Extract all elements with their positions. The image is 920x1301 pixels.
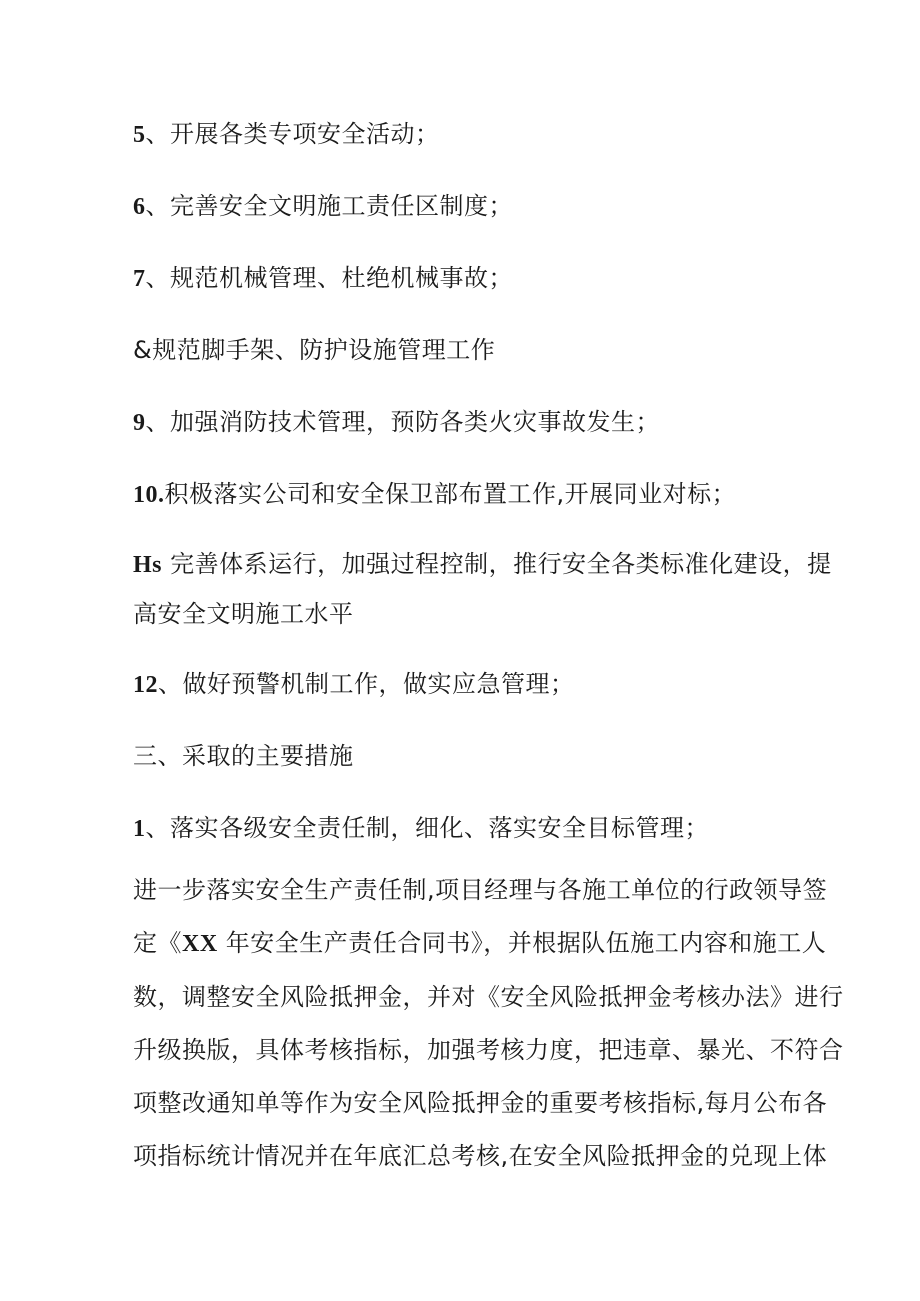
- item-text: 积极落实公司和安全保卫部布置工作,开展同业对标；: [164, 480, 737, 508]
- item-text: 完善体系运行，加强过程控制，推行安全各类标准化建设，提: [162, 550, 832, 578]
- list-item-6: [133, 188, 513, 225]
- list-item-10: [133, 476, 736, 513]
- paragraph-year-placeholder: XX: [182, 931, 218, 957]
- paragraph-line: 进一步落实安全生产责任制,项目经理与各施工单位的行政领导签: [133, 876, 828, 904]
- list-item-9: [133, 404, 660, 441]
- item-number: 5: [133, 122, 146, 148]
- paragraph-line: 升级换版，具体考核指标，加强考核力度，把违章、暴光、不符合: [133, 1036, 844, 1064]
- item-number: 7: [133, 266, 146, 292]
- item-text: 、落实各级安全责任制，细化、落实安全目标管理；: [145, 814, 709, 842]
- paragraph-line: 项整改通知单等作为安全风险抵押金的重要考核指标,每月公布各: [133, 1089, 828, 1117]
- item-number: 1: [133, 816, 146, 842]
- paragraph-text: 年安全生产责任合同书》，并根据队伍施工内容和施工人: [217, 929, 827, 957]
- item-text: 、做好预警机制工作，做实应急管理；: [158, 670, 575, 698]
- paragraph-text: 定《: [133, 929, 182, 957]
- item-text: 、开展各类专项安全活动；: [145, 120, 440, 148]
- paragraph-line: [133, 917, 827, 971]
- list-item-7: [133, 260, 513, 297]
- item-number: Hs: [133, 552, 163, 578]
- list-item-11: [133, 546, 832, 583]
- item-number: 9: [133, 410, 146, 436]
- list-item-12: [133, 666, 575, 703]
- item-number: 10.: [133, 482, 165, 508]
- paragraph-line: 数，调整安全风险抵押金，并对《安全风险抵押金考核办法》进行: [133, 983, 844, 1011]
- body-paragraph: [133, 864, 844, 1183]
- paragraph-line: 项指标统计情况并在年底汇总考核,在安全风险抵押金的兑现上体: [133, 1142, 828, 1170]
- item-number: 6: [133, 194, 146, 220]
- item-number: 12: [133, 672, 158, 698]
- list-item-5: [133, 116, 440, 153]
- list-item-11-continuation: [133, 596, 354, 632]
- item-text-continuation: 高安全文明施工水平: [133, 600, 354, 628]
- item-text: 、规范机械管理、杜绝机械事故；: [145, 264, 513, 292]
- item-text: &规范脚手架、防护设施管理工作: [133, 336, 496, 364]
- item-text: 、加强消防技术管理，预防各类火灾事故发生；: [145, 408, 660, 436]
- section-heading: 三、采取的主要措施: [133, 742, 354, 770]
- measure-item-1: [133, 810, 709, 847]
- list-item-8: [133, 332, 495, 368]
- item-text: 、完善安全文明施工责任区制度；: [145, 192, 513, 220]
